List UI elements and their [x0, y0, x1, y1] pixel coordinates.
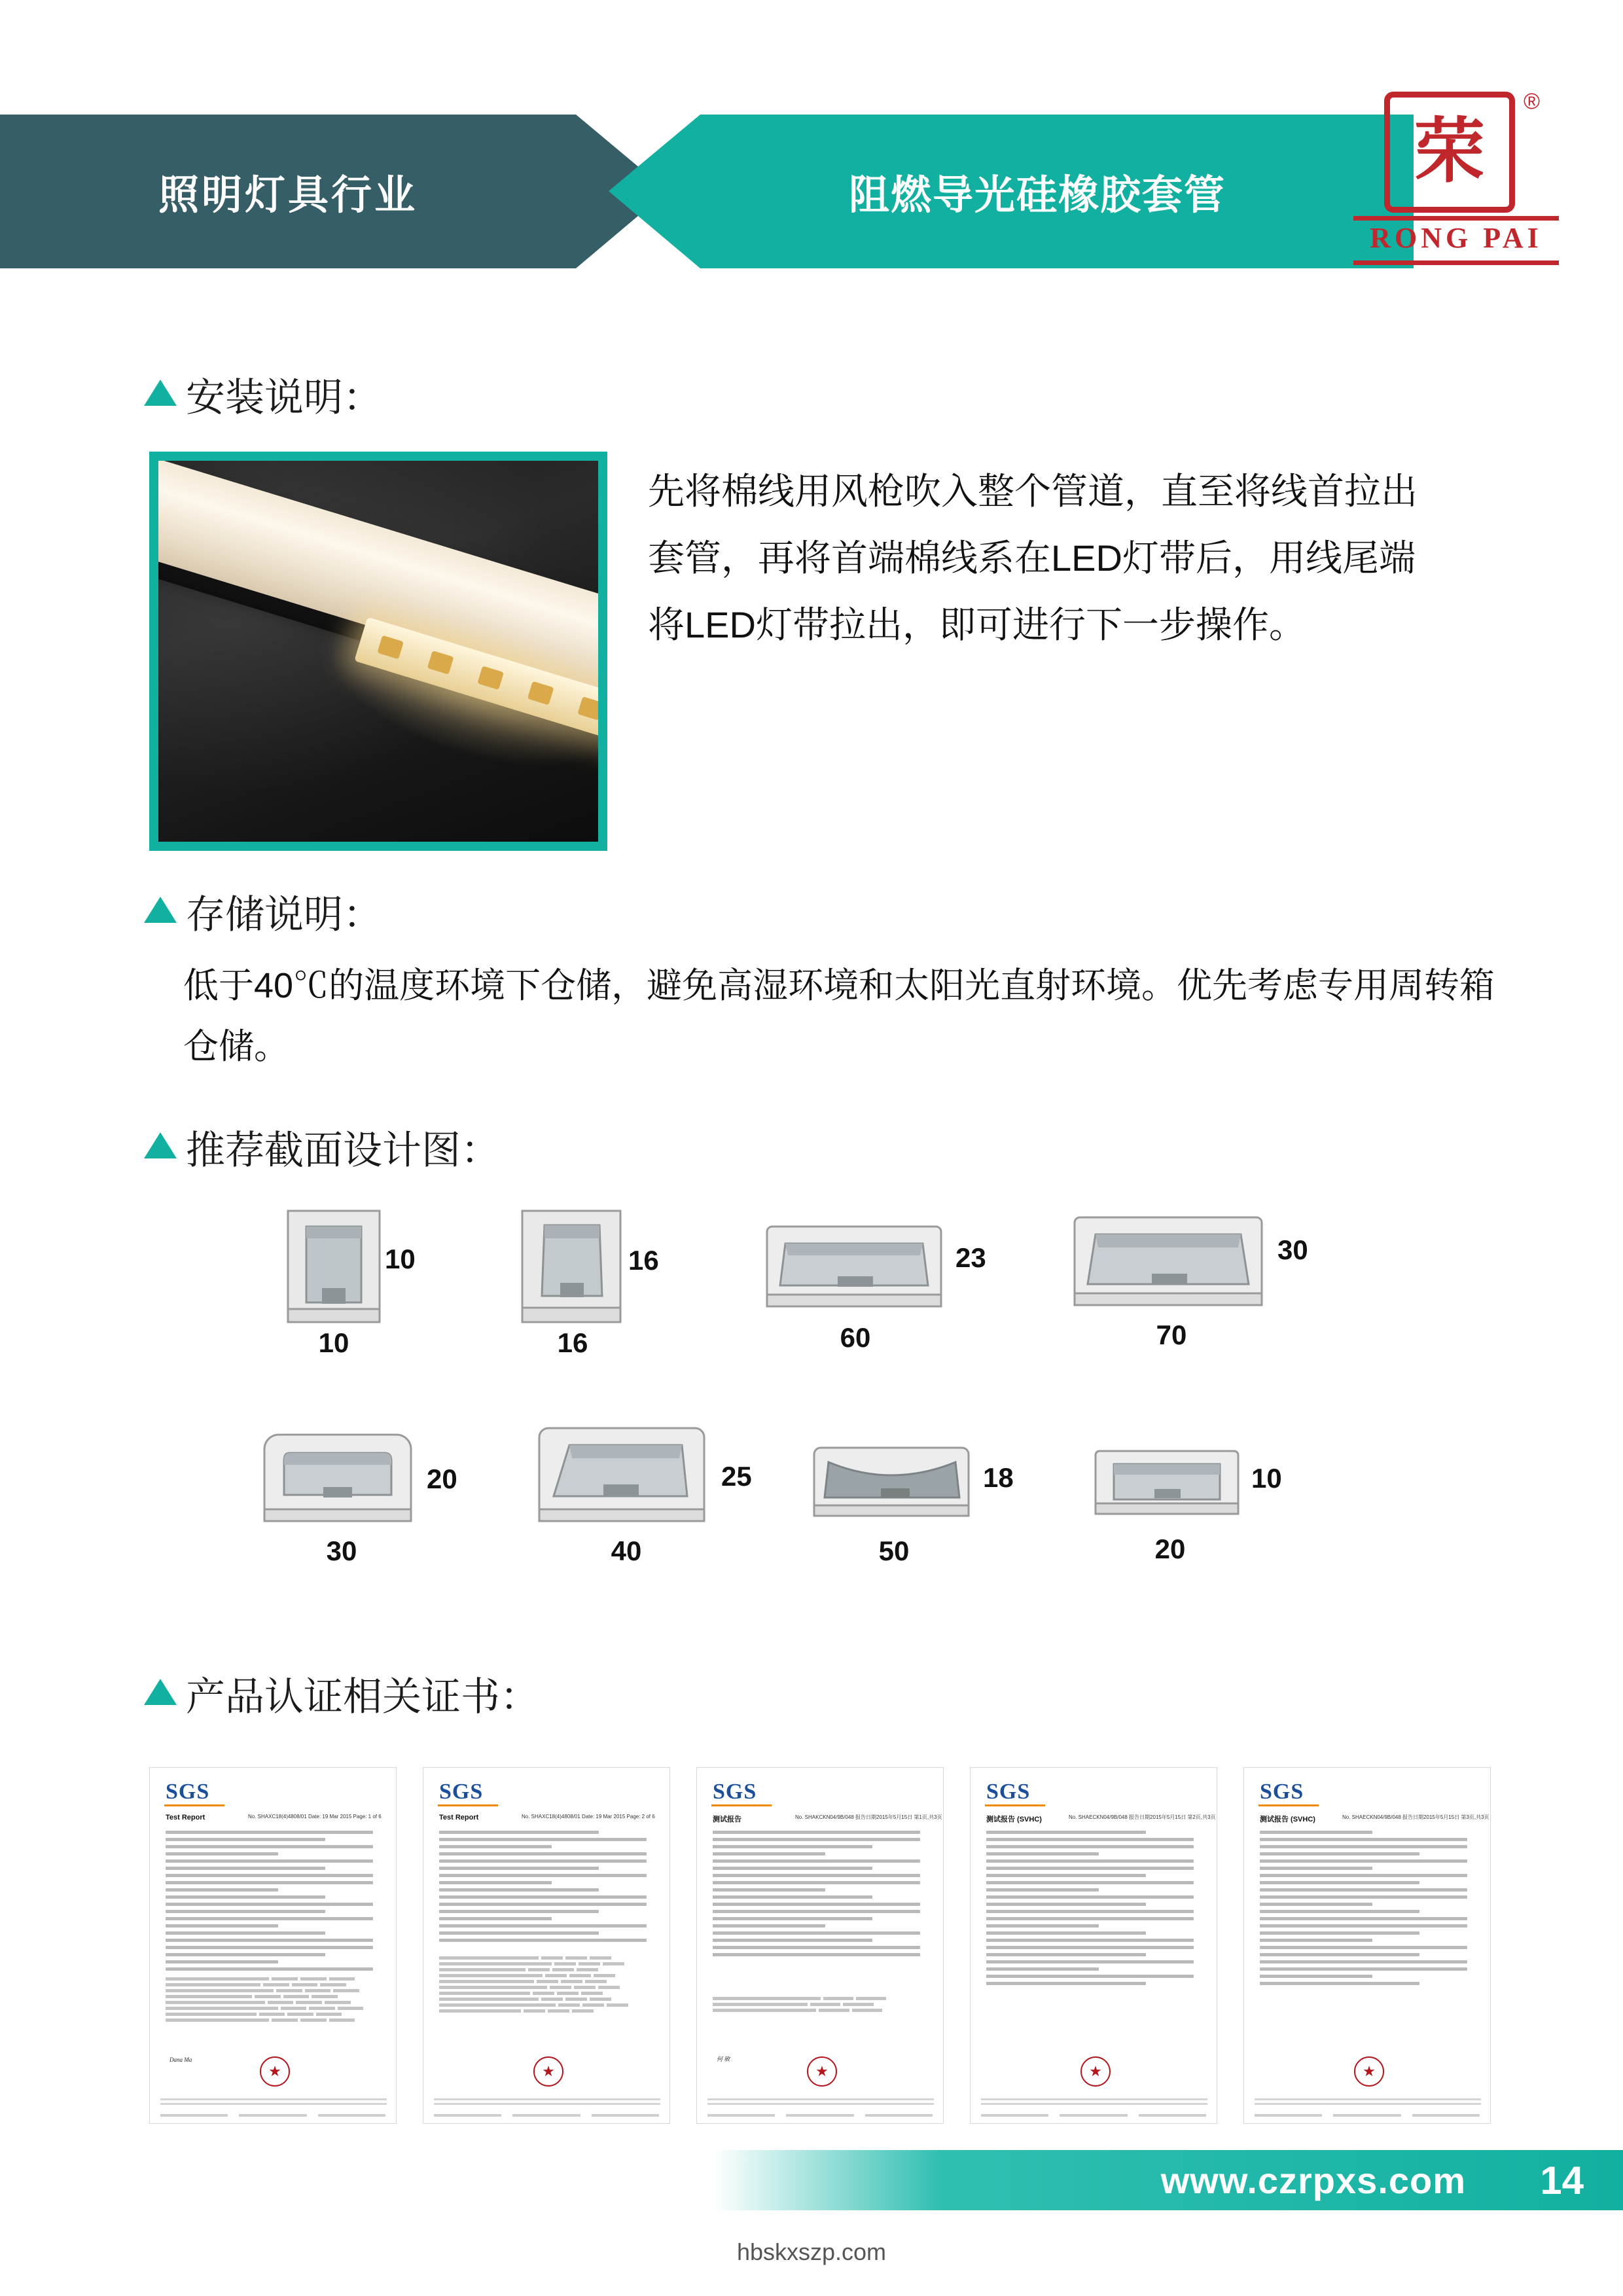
sgs-logo-underline [164, 1804, 224, 1806]
certificate-footer-lines [707, 2098, 934, 2108]
profile-30x20-width-label: 30 [326, 1535, 357, 1566]
certificate-meta: No. SHAXC18(4)4808/01 Date: 19 Mar 2015 Page: 1 of 6 [248, 1814, 382, 1820]
profile-30x20-drawing [255, 1427, 425, 1551]
profile-50x18 [805, 1440, 1014, 1566]
profile-16x16-height-label: 16 [628, 1245, 659, 1276]
install-photo-frame [149, 452, 607, 851]
certificate-footer-lines [434, 2098, 660, 2108]
profile-50x18-width-label: 50 [878, 1535, 910, 1566]
certificate-meta: No. SHAKCKN04/9B/048 报告日期2015年5月15日 第1页,共3页 [795, 1814, 942, 1820]
profile-40x25-drawing [530, 1420, 720, 1551]
certificate-meta: No. SHAECKN04/9B/048 报告日期2015年5月15日 第2页,共3页 [1069, 1814, 1216, 1820]
certificate-title: 测试报告 (SVHC) [986, 1816, 1042, 1823]
triangle-bullet-icon [144, 897, 177, 923]
profile-40x25-width-label: 40 [611, 1535, 642, 1566]
section-heading-install [144, 367, 382, 423]
logo-divider-bottom [1353, 260, 1559, 265]
certificate-footer-bar [423, 2114, 669, 2117]
certificate-footer-lines [160, 2098, 387, 2108]
sgs-logo: SGS [166, 1780, 210, 1804]
section-title-certificates: 产品认证相关证书： [186, 1675, 539, 1719]
certificate-results-table [713, 1997, 929, 2015]
triangle-bullet-icon [144, 1132, 177, 1158]
sgs-logo: SGS [1260, 1780, 1304, 1804]
sgs-logo-underline [985, 1804, 1045, 1806]
profile-16x16-drawing [504, 1204, 641, 1342]
certificate-thumbnail[interactable] [149, 1767, 397, 2124]
profile-10x10-width-label: 10 [318, 1327, 349, 1358]
certificate-thumbnail[interactable] [423, 1767, 670, 2124]
section-heading-profiles [144, 1119, 500, 1175]
sgs-logo-underline [438, 1804, 498, 1806]
brand-logo [1348, 89, 1564, 291]
profile-10x10-height-label: 10 [385, 1244, 416, 1274]
profile-drawings-group [216, 1204, 1525, 1610]
certificate-body-lines [1260, 1831, 1476, 1989]
profile-70x30-width-label: 70 [1156, 1319, 1187, 1350]
logo-seal-glyph: 荣 [1384, 92, 1515, 213]
certificate-title: Test Report [439, 1814, 479, 1821]
sgs-logo-underline [1258, 1804, 1319, 1806]
certificate-footer-bar [150, 2114, 396, 2117]
profile-70x30-drawing [1067, 1211, 1276, 1335]
profile-60x23-drawing [759, 1217, 955, 1335]
certificate-seal-icon: ★ [1354, 2056, 1384, 2087]
certificate-thumbnail[interactable] [1243, 1767, 1491, 2124]
section-title-storage: 存储说明： [186, 893, 382, 937]
image-caption: hbskxszp.com [736, 2238, 887, 2265]
certificate-thumbnails-group [149, 1767, 1491, 2134]
logo-divider-top [1353, 216, 1559, 221]
profile-70x30-height-label: 30 [1277, 1234, 1308, 1265]
led-chip-icon [577, 696, 598, 721]
footer-website-url[interactable]: www.czrpxs.com [1160, 2159, 1466, 2201]
profile-70x30 [1067, 1211, 1308, 1350]
certificate-footer-bar [971, 2114, 1217, 2117]
section-title-profiles: 推荐截面设计图： [186, 1128, 500, 1172]
certificate-results-table [439, 1956, 655, 2015]
profile-40x25 [530, 1420, 752, 1566]
profile-50x18-height-label: 18 [983, 1462, 1014, 1493]
led-chip-icon [427, 651, 454, 675]
profile-10x10-drawing [268, 1204, 399, 1342]
silicone-tube-with-led-strip-photo [158, 461, 598, 842]
profile-10x10 [268, 1204, 416, 1358]
certificate-seal-icon: ★ [533, 2056, 563, 2087]
certificate-body-lines [713, 1831, 929, 1960]
header-product-label: 阻燃导光硅橡胶套管 [848, 173, 1226, 218]
profile-16x16-width-label: 16 [557, 1327, 588, 1358]
profile-40x25-height-label: 25 [721, 1461, 752, 1492]
triangle-bullet-icon [144, 1679, 177, 1705]
section-heading-storage [144, 884, 382, 940]
certificate-title: 测试报告 (SVHC) [1260, 1816, 1315, 1823]
certificate-body-lines [439, 1831, 655, 1946]
sgs-logo: SGS [713, 1780, 757, 1804]
certificate-meta: No. SHAXC18(4)4808/01 Date: 19 Mar 2015 Page: 2 of 6 [522, 1814, 655, 1820]
section-title-install: 安装说明： [186, 376, 382, 420]
page-number: 14 [1540, 2158, 1584, 2202]
certificate-body-lines [166, 1831, 382, 1975]
certificate-seal-icon: ★ [260, 2056, 290, 2087]
certificate-results-table [166, 1977, 382, 2024]
profile-20x10 [1086, 1443, 1282, 1564]
certificate-footer-bar [1244, 2114, 1490, 2117]
certificate-seal-icon: ★ [807, 2056, 837, 2087]
profile-16x16 [504, 1204, 659, 1358]
profile-60x23 [759, 1217, 986, 1353]
profile-60x23-height-label: 23 [955, 1242, 986, 1273]
install-instructions-text: 先将棉线用风枪吹入整个管道，直至将线首拉出套管，再将首端棉线系在LED灯带后，用线尾端将LED灯带拉出，即可进行下一步操作。 [648, 471, 1418, 645]
sgs-logo: SGS [439, 1780, 484, 1804]
certificate-body-lines [986, 1831, 1202, 1989]
certificate-title: Test Report [166, 1814, 205, 1821]
certificate-footer-lines [981, 2098, 1207, 2108]
page-footer [0, 2150, 1623, 2210]
certificate-title: 测试报告 [713, 1816, 741, 1823]
sgs-logo: SGS [986, 1780, 1031, 1804]
profile-20x10-width-label: 20 [1154, 1534, 1186, 1564]
led-chip-icon [527, 681, 554, 706]
registered-trademark-icon: ® [1524, 89, 1541, 114]
certificate-signature: Dana Ma [169, 2056, 192, 2063]
profile-30x20 [255, 1427, 457, 1566]
profile-50x18-drawing [805, 1440, 982, 1551]
profile-60x23-width-label: 60 [840, 1322, 871, 1353]
certificate-footer-bar [697, 2114, 943, 2117]
certificate-footer-lines [1255, 2098, 1481, 2108]
section-heading-certificates [144, 1666, 539, 1722]
sgs-logo-underline [711, 1804, 772, 1806]
triangle-bullet-icon [144, 380, 177, 406]
profile-20x10-height-label: 10 [1251, 1463, 1282, 1494]
led-chip-icon [377, 636, 404, 660]
certificate-thumbnail[interactable] [696, 1767, 944, 2124]
certificate-meta: No. SHAECKN04/9B/048 报告日期2015年5月15日 第3页,共3页 [1342, 1814, 1489, 1820]
certificate-seal-icon: ★ [1080, 2056, 1111, 2087]
profile-20x10-drawing [1086, 1443, 1250, 1548]
header-industry-label: 照明灯具行业 [158, 173, 418, 218]
storage-instructions-text: 低于40℃的温度环境下仓储，避免高湿环境和太阳光直射环境。优先考虑专用周转箱仓储。 [183, 966, 1495, 1066]
certificate-thumbnail[interactable] [970, 1767, 1217, 2124]
certificate-signature: 何 敏 [717, 2056, 730, 2062]
led-chip-icon [477, 666, 504, 690]
profile-30x20-height-label: 20 [427, 1463, 457, 1494]
logo-wordmark: RONG PAI [1370, 222, 1543, 254]
